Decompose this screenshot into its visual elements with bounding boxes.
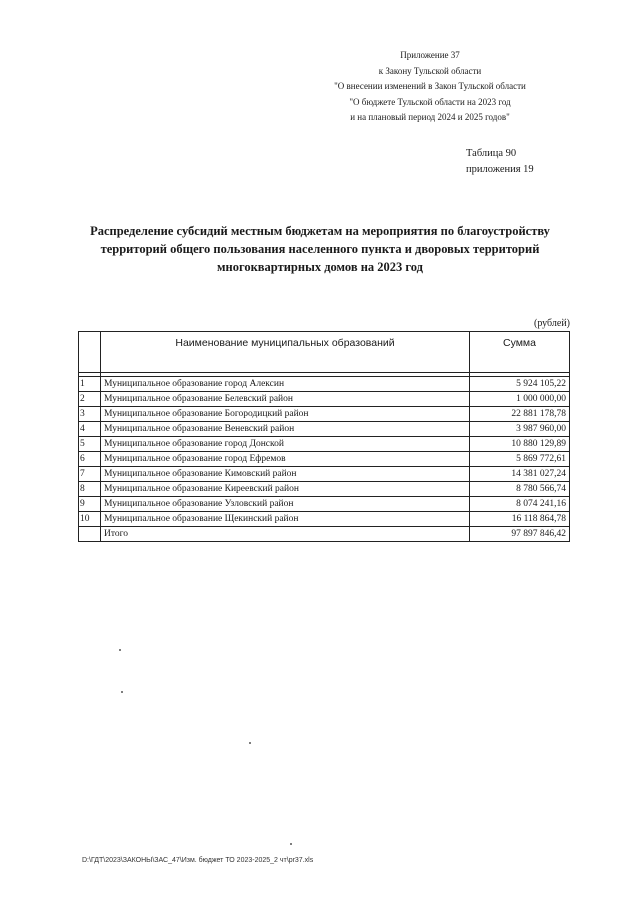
row-amount: 1 000 000,00 bbox=[470, 392, 570, 407]
row-amount: 14 381 027,24 bbox=[470, 467, 570, 482]
row-amount: 3 987 960,00 bbox=[470, 422, 570, 437]
row-amount: 5 924 105,22 bbox=[470, 377, 570, 392]
row-amount: 5 869 772,61 bbox=[470, 452, 570, 467]
annex-line-5: и на плановый период 2024 и 2025 годов" bbox=[350, 112, 510, 122]
row-name: Муниципальное образование Веневский район bbox=[101, 422, 470, 437]
table-row bbox=[79, 377, 570, 392]
row-amount: 8 074 241,16 bbox=[470, 497, 570, 512]
row-number: 8 bbox=[79, 482, 101, 497]
row-number: 10 bbox=[79, 512, 101, 527]
row-amount: 8 780 566,74 bbox=[470, 482, 570, 497]
row-name: Муниципальное образование Узловский район bbox=[101, 497, 470, 512]
row-number: 3 bbox=[79, 407, 101, 422]
row-name: Муниципальное образование Белевский район bbox=[101, 392, 470, 407]
total-number-cell bbox=[79, 527, 101, 542]
table-row bbox=[79, 407, 570, 422]
row-name: Муниципальное образование город Ефремов bbox=[101, 452, 470, 467]
row-number: 2 bbox=[79, 392, 101, 407]
table-reference bbox=[466, 146, 566, 178]
row-number: 4 bbox=[79, 422, 101, 437]
annex-line-4: "О бюджете Тульской области на 2023 год bbox=[349, 96, 511, 107]
title-line-1: Распределение субсидий местным бюджетам на мероприятия по благоустройству bbox=[90, 224, 550, 238]
annex-line-2: к Закону Тульской области bbox=[378, 65, 482, 76]
table-row bbox=[79, 482, 570, 497]
row-number: 7 bbox=[79, 467, 101, 482]
scan-speck bbox=[119, 649, 121, 651]
total-amount: 97 897 846,42 bbox=[470, 527, 570, 542]
annex-line-1: Приложение 37 bbox=[400, 50, 460, 60]
row-name: Муниципальное образование город Алексин bbox=[101, 377, 470, 392]
document-title bbox=[60, 222, 580, 276]
title-line-3: многоквартирных домов на 2023 год bbox=[217, 260, 423, 274]
row-number: 6 bbox=[79, 452, 101, 467]
footer-file-path: D:\ГДТ\2023\ЗАКОНЫ\ЗАС_47\Изм. бюджет ТО 2023-2025_2 чт\pr37.xls bbox=[82, 857, 314, 864]
title-line-2: территорий общего пользования населенного пункта и дворовых территорий bbox=[100, 242, 540, 256]
row-amount: 16 118 864,78 bbox=[470, 512, 570, 527]
header-amount-cell: Сумма bbox=[470, 332, 570, 373]
table-row bbox=[79, 497, 570, 512]
row-name: Муниципальное образование Богородицкий район bbox=[101, 407, 470, 422]
units-label: (рублей) bbox=[533, 318, 570, 329]
table-reference-line-1: Таблица 90 bbox=[466, 148, 517, 159]
scan-speck bbox=[121, 691, 123, 693]
row-name: Муниципальное образование Киреевский район bbox=[101, 482, 470, 497]
row-number: 5 bbox=[79, 437, 101, 452]
table-reference-line-2: приложения 19 bbox=[466, 164, 534, 175]
total-label: Итого bbox=[101, 527, 470, 542]
table-row bbox=[79, 512, 570, 527]
row-number: 9 bbox=[79, 497, 101, 512]
scan-speck bbox=[290, 843, 292, 845]
scan-speck bbox=[249, 742, 251, 744]
header-number-cell bbox=[79, 332, 101, 373]
row-amount: 22 881 178,78 bbox=[470, 407, 570, 422]
table-row bbox=[79, 452, 570, 467]
annex-header bbox=[300, 48, 560, 126]
table-header-row bbox=[79, 332, 570, 373]
table-row bbox=[79, 467, 570, 482]
row-amount: 10 880 129,89 bbox=[470, 437, 570, 452]
row-name: Муниципальное образование Щекинский район bbox=[101, 512, 470, 527]
total-row bbox=[79, 527, 570, 542]
row-name: Муниципальное образование город Донской bbox=[101, 437, 470, 452]
table-row bbox=[79, 437, 570, 452]
row-name: Муниципальное образование Кимовский район bbox=[101, 467, 470, 482]
table-row bbox=[79, 422, 570, 437]
subsidy-table bbox=[78, 331, 570, 542]
header-name-cell: Наименование муниципальных образований bbox=[101, 332, 470, 373]
table-row bbox=[79, 392, 570, 407]
annex-line-3: "О внесении изменений в Закон Тульской области bbox=[334, 81, 526, 91]
row-number: 1 bbox=[79, 377, 101, 392]
